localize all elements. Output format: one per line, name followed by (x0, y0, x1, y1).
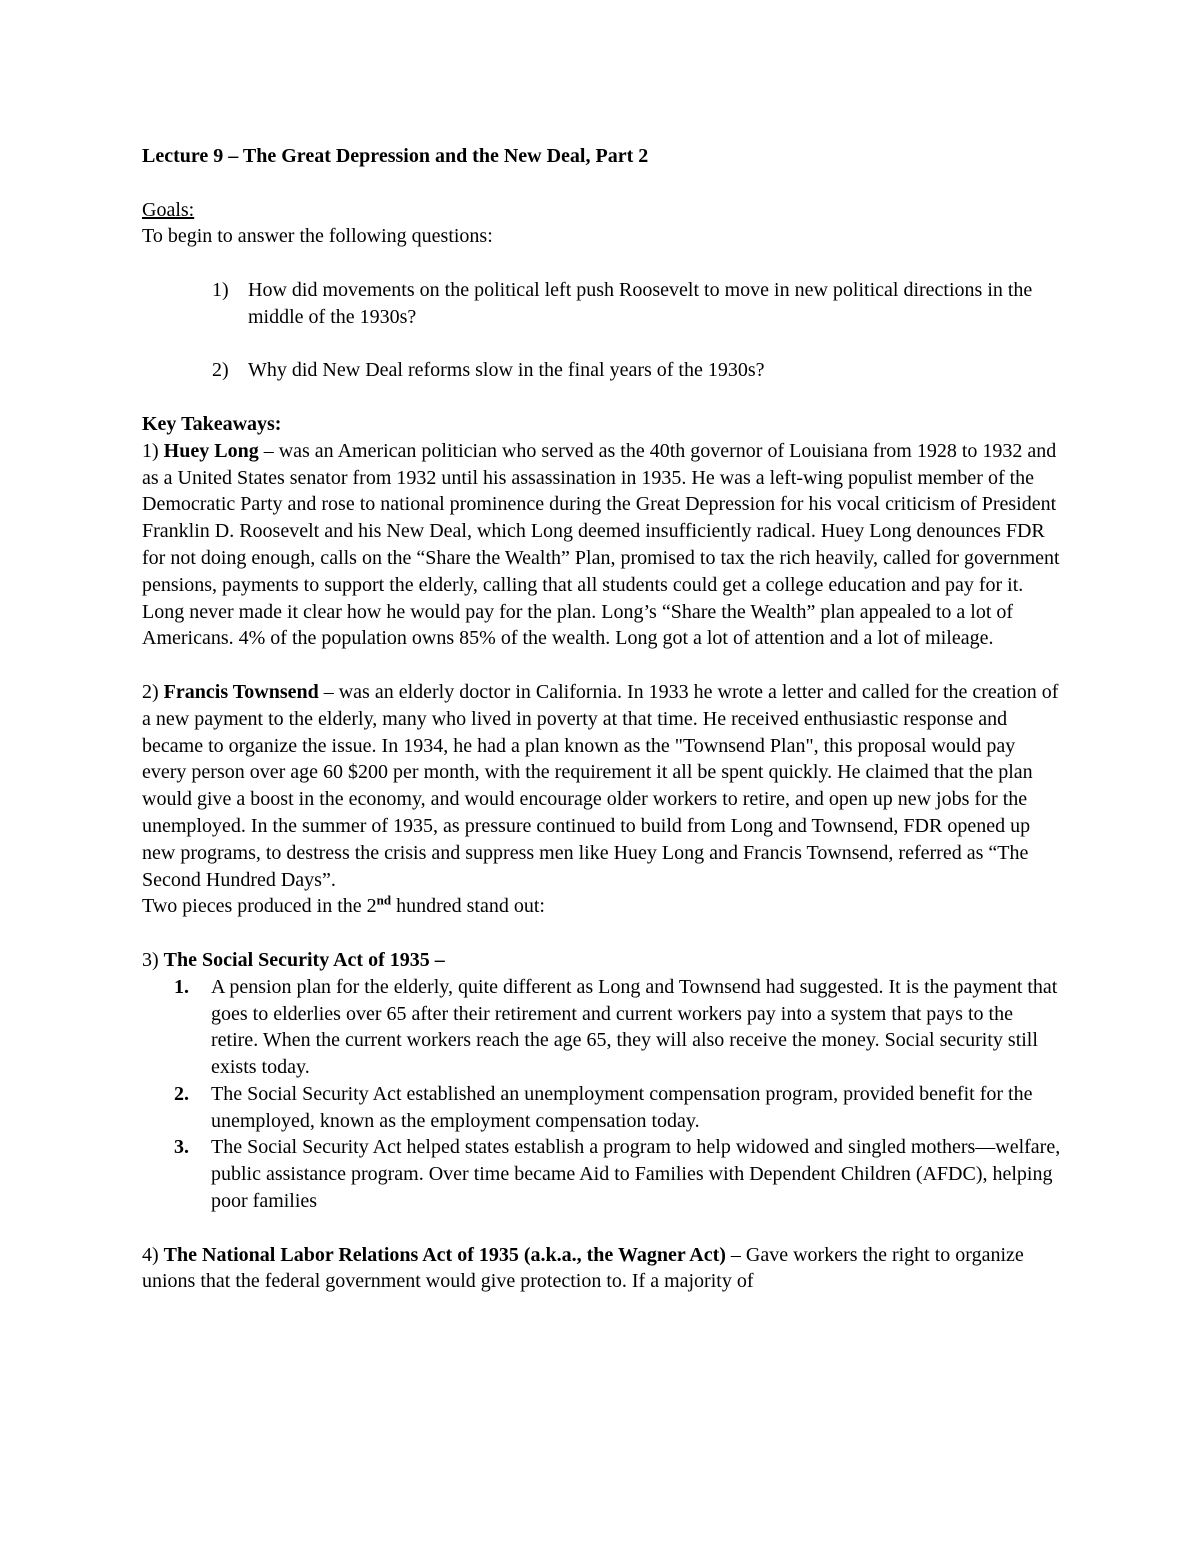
takeaway-number: 1) (142, 439, 164, 462)
takeaway-name: Huey Long (163, 439, 259, 462)
followup-text-end: hundred stand out: (391, 895, 545, 918)
takeaway-name: The Social Security Act of 1935 – (163, 948, 445, 971)
takeaway-name: Francis Townsend (163, 680, 319, 703)
point-number: 3. (174, 1136, 189, 1159)
question-list (142, 277, 1062, 384)
list-item (142, 1134, 1062, 1214)
question-number: 1) (212, 278, 229, 301)
takeaway-text: – Gave workers the right to organize unions that the federal government would give protection to. If a majority of (142, 1243, 1024, 1293)
spacer (142, 170, 1062, 197)
point-text: A pension plan for the elderly, quite different as Long and Townsend had suggested. It is the payment that goes to elderlies over 65 after their retirement and current workers pay into a system that pays to the retire. When the current workers reach the age 65, they will also receive the money. Social security still exists today. (211, 975, 1058, 1079)
list-item (142, 974, 1062, 1081)
question-item (142, 277, 1062, 331)
takeaway-number: 4) (142, 1243, 164, 1266)
point-text: The Social Security Act established an unemployment compensation program, provided benefit for the unemployed, known as the employment compensation today. (211, 1082, 1033, 1132)
takeaway-francis-townsend (142, 679, 1062, 893)
spacer (142, 1215, 1062, 1242)
takeaway-number: 3) (142, 948, 164, 971)
spacer (142, 384, 1062, 411)
takeaway-huey-long (142, 438, 1062, 652)
takeaways-section (142, 411, 1062, 1295)
point-number: 2. (174, 1082, 189, 1105)
goals-heading: Goals: (142, 198, 195, 221)
followup-text: Two pieces produced in the 2 (142, 895, 377, 918)
page-title: Lecture 9 – The Great Depression and the New Deal, Part 2 (142, 145, 649, 167)
document-page (142, 143, 1062, 1295)
goals-intro: To begin to answer the following questions: (142, 225, 493, 248)
spacer (142, 652, 1062, 679)
takeaway-followup (142, 893, 1062, 920)
question-text: How did movements on the political left push Roosevelt to move in new political directions in the middle of the 1930s? (248, 278, 1033, 328)
takeaway-text: – was an American politician who served as the 40th governor of Louisiana from 1928 to 1932 and as a United States senator from 1932 until his assassination in 1935. He was a left-wing populist member of the Democratic Party and rose to national prominence during the Great Depression for his vocal criticism of President Franklin D. Roosevelt and his New Deal, which Long deemed insufficiently radical. Huey Long denounces FDR for not doing enough, calls on the “Share the Wealth” Plan, promised to tax the rich heavily, called for government pensions, payments to support the elderly, calling that all students could get a college education and pay for it. Long never made it clear how he would pay for the plan. Long’s “Share the Wealth” plan appealed to a lot of Americans. 4% of the population owns 85% of the wealth. Long got a lot of attention and a lot of mileage. (142, 439, 1060, 650)
takeaway-text: – was an elderly doctor in California. In 1933 he wrote a letter and called for the creation of a new payment to the elderly, many who lived in poverty at that time. He received enthusiastic response and became to organize the issue. In 1934, he had a plan known as the "Townsend Plan", this proposal would pay every person over age 60 $200 per month, with the requirement it all be spent quickly. He claimed that the plan would give a boost in the economy, and would encourage older workers to retire, and open up new jobs for the unemployed. In the summer of 1935, as pressure continued to build from Long and Townsend, FDR opened up new programs, to destress the crisis and suppress men like Huey Long and Francis Townsend, referred as “The Second Hundred Days”. (142, 680, 1059, 891)
spacer (142, 331, 1062, 358)
followup-superscript: nd (376, 892, 392, 908)
point-number: 1. (174, 975, 189, 998)
takeaway-wagner-act (142, 1242, 1062, 1296)
question-text: Why did New Deal reforms slow in the final years of the 1930s? (248, 359, 765, 382)
takeaways-heading-text: Key Takeaways: (142, 412, 282, 435)
question-item (142, 357, 1062, 384)
question-number: 2) (212, 359, 229, 382)
spacer (142, 250, 1062, 277)
takeaway-number: 2) (142, 680, 164, 703)
spacer (142, 920, 1062, 947)
takeaway-name: The National Labor Relations Act of 1935 (a.k.a., the Wagner Act) (163, 1243, 726, 1266)
takeaways-heading (142, 411, 1062, 438)
list-item (142, 1081, 1062, 1135)
takeaway-social-security (142, 947, 1062, 974)
social-security-points (142, 974, 1062, 1215)
point-text: The Social Security Act helped states establish a program to help widowed and singled mothers—welfare, public assistance program. Over time became Aid to Families with Dependent Children (AFDC), helping poor families (211, 1136, 1061, 1213)
goals-section (142, 197, 1062, 385)
